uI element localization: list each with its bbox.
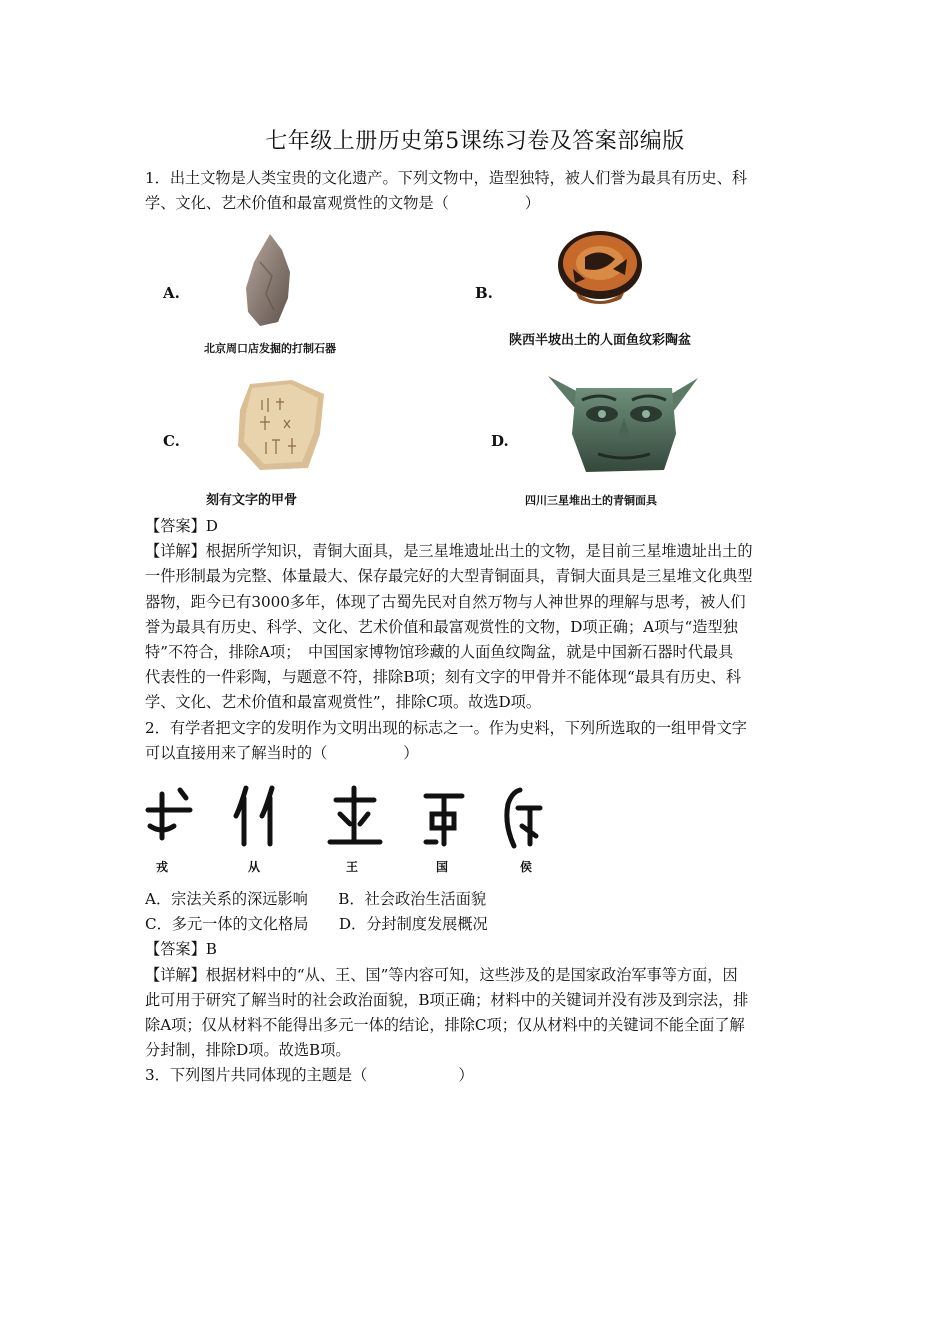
q1-explain-line: 【详解】根据所学知识，青铜大面具，是三星堆遗址出土的文物，是目前三星堆遗址出土的 [145, 542, 753, 561]
page-title: 七年级上册历史第5课练习卷及答案部编版 [265, 129, 685, 154]
oracle-label: 戎 [156, 860, 169, 874]
q2-explain-line: 【详解】根据材料中的“从、王、国”等内容可知，这些涉及的是国家政治军事等方面，因 [145, 965, 738, 984]
q1-explain-line: 器物，距今已有3000多年，体现了古蜀先民对自然万物与人神世界的理解与思考，被人们 [145, 592, 746, 611]
q2-answer: 【答案】B [145, 940, 217, 959]
q2-stem-line: 可以直接用来了解当时的（ ） [145, 743, 419, 762]
oracle-label: 王 [346, 860, 359, 874]
q2-explain-line: 此可用于研究了解当时的社会政治面貌，B项正确；材料中的关键词并没有涉及到宗法，排 [145, 990, 749, 1009]
q1-explain-line: 代表性的一件彩陶，与题意不符，排除B项；刻有文字的甲骨并不能体现“最具有历史、科 [145, 668, 742, 687]
q1-option-b-letter: B. [475, 284, 493, 302]
oracle-bone-image [232, 376, 332, 476]
q2-stem-line: 2．有学者把文字的发明作为文明出现的标志之一。作为史料，下列所选取的一组甲骨文字 [145, 718, 747, 737]
q2-explain-line: 除A项；仅从材料不能得出多元一体的结论，排除C项；仅从材料中的关键词不能全面了解 [145, 1015, 745, 1034]
bronze-mask-image [540, 370, 706, 480]
oracle-label: 从 [248, 860, 261, 874]
q1-explain-line: 学、文化、艺术价值和最富观赏性”，排除C项。故选D项。 [145, 693, 542, 712]
oracle-glyph-rong [148, 790, 190, 838]
q1-stem-line: 学、文化、艺术价值和最富观赏性的文物是（ ） [145, 194, 540, 213]
q1-option-c-letter: C. [163, 432, 180, 450]
oracle-glyphs [140, 780, 560, 855]
q1-stem [145, 166, 810, 216]
q2-explain-line: 分封制，排除D项。故选B项。 [145, 1041, 351, 1060]
oracle-script-figure [140, 780, 560, 880]
q1-option-d-caption: 四川三星堆出土的青铜面具 [525, 494, 657, 507]
q1-option-a-caption: 北京周口店发掘的打制石器 [204, 342, 336, 355]
q1-option-b-caption: 陕西半坡出土的人面鱼纹彩陶盆 [509, 333, 692, 348]
oracle-glyph-wang [330, 788, 380, 842]
q1-explain-line: 一件形制最为完整、体量最大、保存最完好的大型青铜面具，青铜大面具是三星堆文化典型 [145, 567, 753, 586]
stone-tool-image [238, 232, 298, 328]
oracle-label: 国 [436, 860, 449, 874]
oracle-glyph-cong [236, 788, 272, 844]
q3-stem: 3．下列图片共同体现的主题是（ ） [145, 1066, 474, 1085]
q1-explain-line: 誉为最具有历史、科学、文化、艺术价值和最富观赏性的文物，D项正确；A项与“造型独 [145, 617, 738, 636]
oracle-glyph-hou [507, 790, 540, 846]
oracle-glyph-guo [426, 796, 462, 844]
q1-option-d-letter: D. [491, 432, 509, 450]
q1-answer-block [145, 514, 810, 766]
q1-stem-line: 1．出土文物是人类宝贵的文化遗产。下列文物中，造型独特，被人们誉为最具有历史、科 [145, 169, 747, 187]
q1-explain-line: 特”不符合，排除A项； 中国国家博物馆珍藏的人面鱼纹陶盆，就是中国新石器时代最具 [145, 642, 734, 661]
q1-option-a-letter: A. [163, 284, 180, 302]
q2-options-line: A．宗法关系的深远影响 B．社会政治生活面貌 [145, 890, 487, 908]
oracle-label: 侯 [520, 860, 533, 874]
q1-answer: 【答案】D [145, 517, 218, 535]
q1-option-c-caption: 刻有文字的甲骨 [206, 493, 298, 508]
pottery-basin-image [555, 229, 645, 309]
q2-answer-block [145, 887, 810, 1089]
q2-options-line: C．多元一体的文化格局 D．分封制度发展概况 [145, 915, 488, 934]
